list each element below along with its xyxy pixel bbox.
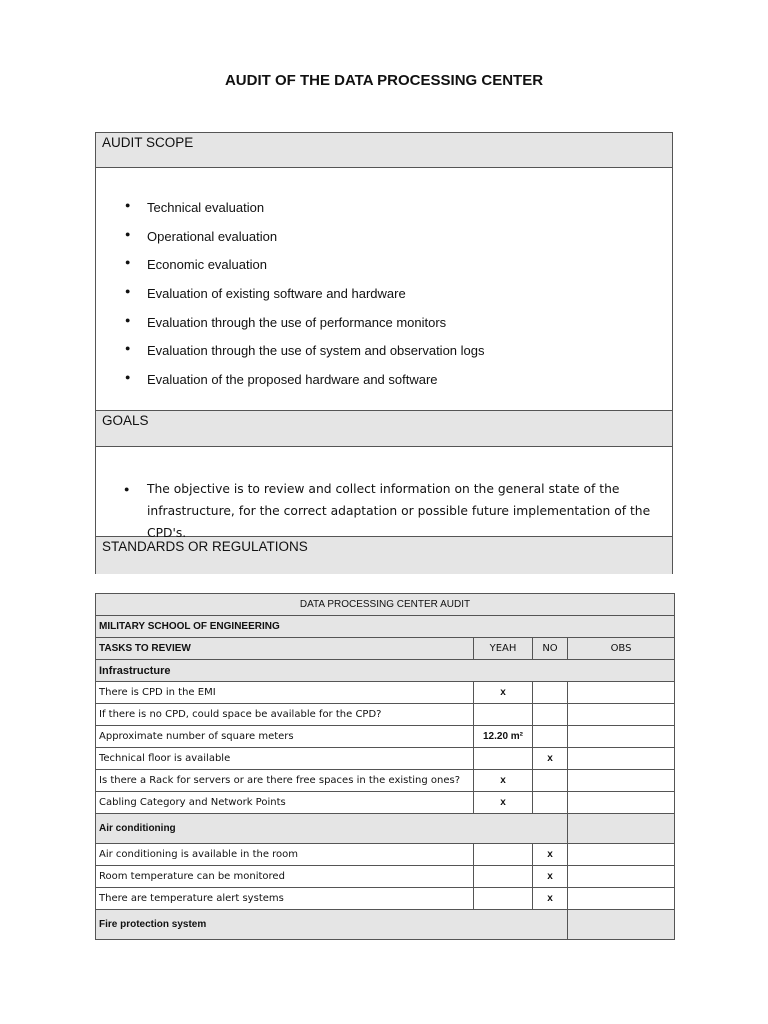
table-row <box>96 726 675 748</box>
yes-cell <box>474 844 533 866</box>
scope-item: ● Operational evaluation <box>96 229 672 258</box>
yes-cell: x <box>474 770 533 792</box>
col-header-obs: OBS <box>568 638 675 660</box>
table-row <box>96 682 675 704</box>
col-header-yes: YEAH <box>474 638 533 660</box>
page-title: AUDIT OF THE DATA PROCESSING CENTER <box>224 72 544 89</box>
obs-cell <box>568 792 675 814</box>
task-cell: Cabling Category and Network Points <box>96 792 474 814</box>
no-cell: x <box>533 888 568 910</box>
yes-cell <box>474 748 533 770</box>
no-cell <box>533 770 568 792</box>
section-infrastructure: Infrastructure <box>96 660 675 682</box>
task-cell: Technical floor is available <box>96 748 474 770</box>
obs-cell <box>568 814 675 844</box>
task-cell: Room temperature can be monitored <box>96 866 474 888</box>
obs-cell <box>568 770 675 792</box>
no-cell <box>533 704 568 726</box>
scope-item: ● Economic evaluation <box>96 257 672 286</box>
goals-heading: GOALS <box>96 410 672 447</box>
section-fire-protection: Fire protection system <box>96 910 568 940</box>
col-header-tasks: TASKS TO REVIEW <box>96 638 474 660</box>
scope-item: ● Evaluation of existing software and hardware <box>96 286 672 315</box>
audit-scope-heading: AUDIT SCOPE <box>96 133 672 168</box>
task-cell: If there is no CPD, could space be available for the CPD? <box>96 704 474 726</box>
no-cell: x <box>533 844 568 866</box>
table-row <box>96 844 675 866</box>
col-header-no: NO <box>533 638 568 660</box>
table-row <box>96 748 675 770</box>
scope-item: ● Technical evaluation <box>96 200 672 229</box>
no-cell <box>533 792 568 814</box>
scope-item: ● Evaluation through the use of performance monitors <box>96 315 672 344</box>
table-row <box>96 770 675 792</box>
yes-cell <box>474 888 533 910</box>
obs-cell <box>568 726 675 748</box>
table-row <box>96 866 675 888</box>
no-cell: x <box>533 866 568 888</box>
yes-cell <box>474 866 533 888</box>
table-row <box>96 888 675 910</box>
yes-cell <box>474 704 533 726</box>
audit-table <box>95 593 675 940</box>
audit-scope-list <box>96 200 672 401</box>
audit-table-title: DATA PROCESSING CENTER AUDIT <box>96 594 675 616</box>
yes-cell: 12.20 m² <box>474 726 533 748</box>
obs-cell <box>568 866 675 888</box>
goal-bullet-icon: ● <box>124 484 130 494</box>
obs-cell <box>568 888 675 910</box>
goals-text: The objective is to review and collect information on the general state of the infrastructure, for the correct adaptation or possible future implementation of the CPD's. <box>147 482 651 540</box>
task-cell: There are temperature alert systems <box>96 888 474 910</box>
obs-cell <box>568 844 675 866</box>
task-cell: Air conditioning is available in the room <box>96 844 474 866</box>
no-cell: x <box>533 748 568 770</box>
obs-cell <box>568 682 675 704</box>
scope-item: ● Evaluation of the proposed hardware and software <box>96 372 672 401</box>
scope-item: ● Evaluation through the use of system and observation logs <box>96 343 672 372</box>
no-cell <box>533 726 568 748</box>
table-row <box>96 704 675 726</box>
task-cell: Approximate number of square meters <box>96 726 474 748</box>
obs-cell <box>568 704 675 726</box>
obs-cell <box>568 910 675 940</box>
yes-cell: x <box>474 682 533 704</box>
table-row <box>96 792 675 814</box>
no-cell <box>533 682 568 704</box>
obs-cell <box>568 748 675 770</box>
yes-cell: x <box>474 792 533 814</box>
task-cell: Is there a Rack for servers or are there free spaces in the existing ones? <box>96 770 474 792</box>
standards-heading: STANDARDS OR REGULATIONS <box>96 536 672 574</box>
task-cell: There is CPD in the EMI <box>96 682 474 704</box>
section-air-conditioning: Air conditioning <box>96 814 568 844</box>
school-name: MILITARY SCHOOL OF ENGINEERING <box>96 616 675 638</box>
